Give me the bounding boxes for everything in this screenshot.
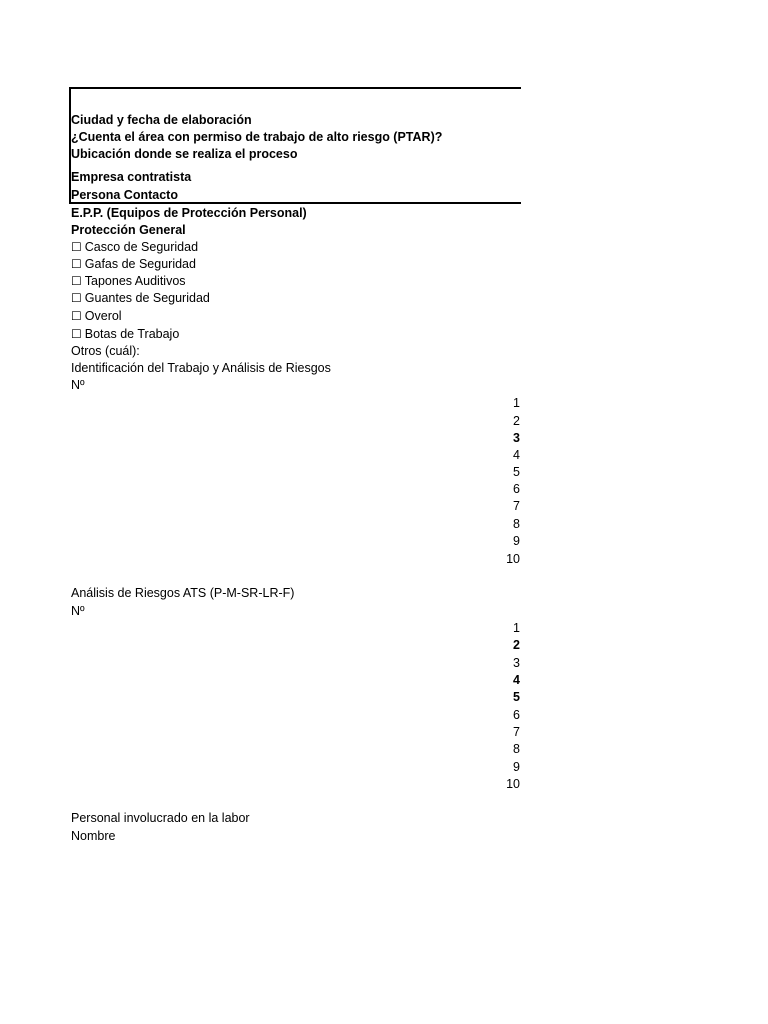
ats-row-number: 4: [513, 673, 520, 687]
epp-item[interactable]: ☐ Tapones Auditivos: [71, 274, 186, 288]
id-row-number: 7: [513, 499, 520, 513]
ats-row-number: 5: [513, 690, 520, 704]
ats-row-number: 1: [513, 621, 520, 635]
otros-label: Otros (cuál):: [71, 344, 140, 358]
ats-row-number: 2: [513, 638, 520, 652]
ats-row-number: 8: [513, 742, 520, 756]
checkbox-icon[interactable]: ☐: [71, 291, 82, 305]
epp-title: E.P.P. (Equipos de Protección Personal): [71, 206, 307, 220]
personal-title: Personal involucrado en la labor: [71, 811, 250, 825]
checkbox-icon[interactable]: ☐: [71, 327, 82, 341]
identificacion-title: Identificación del Trabajo y Análisis de Riesgos: [71, 361, 331, 375]
epp-subtitle: Protección General: [71, 223, 186, 237]
ats-title: Análisis de Riesgos ATS (P-M-SR-LR-F): [71, 586, 295, 600]
id-row-number: 10: [506, 552, 520, 566]
epp-item[interactable]: ☐ Gafas de Seguridad: [71, 257, 196, 271]
id-row-number: 9: [513, 534, 520, 548]
checkbox-icon[interactable]: ☐: [71, 309, 82, 323]
personal-col-header: Nombre: [71, 829, 116, 843]
id-row-number: 6: [513, 482, 520, 496]
checkbox-icon[interactable]: ☐: [71, 257, 82, 271]
id-row-number: 5: [513, 465, 520, 479]
ats-row-number: 7: [513, 725, 520, 739]
id-row-number: 1: [513, 396, 520, 410]
ats-row-number: 10: [506, 777, 520, 791]
epp-item[interactable]: ☐ Guantes de Seguridad: [71, 291, 210, 305]
identificacion-col-header: Nº: [71, 378, 85, 392]
id-row-number: 3: [513, 431, 520, 445]
checkbox-icon[interactable]: ☐: [71, 274, 82, 288]
ptar-label: ¿Cuenta el área con permiso de trabajo de alto riesgo (PTAR)?: [71, 130, 443, 144]
epp-item[interactable]: ☐ Casco de Seguridad: [71, 240, 199, 254]
id-row-number: 8: [513, 517, 520, 531]
ats-col-header: Nº: [71, 604, 85, 618]
contacto-label: Persona Contacto: [71, 188, 178, 202]
id-row-number: 2: [513, 414, 520, 428]
checkbox-icon[interactable]: ☐: [71, 240, 82, 254]
id-row-number: 4: [513, 448, 520, 462]
ubicacion-label: Ubicación donde se realiza el proceso: [71, 147, 298, 161]
ciudad-fecha-label: Ciudad y fecha de elaboración: [71, 113, 252, 127]
epp-item[interactable]: ☐ Overol: [71, 309, 122, 323]
ats-row-number: 6: [513, 708, 520, 722]
empresa-label: Empresa contratista: [71, 170, 192, 184]
ats-row-number: 9: [513, 760, 520, 774]
epp-item[interactable]: ☐ Botas de Trabajo: [71, 327, 180, 341]
ats-row-number: 3: [513, 656, 520, 670]
